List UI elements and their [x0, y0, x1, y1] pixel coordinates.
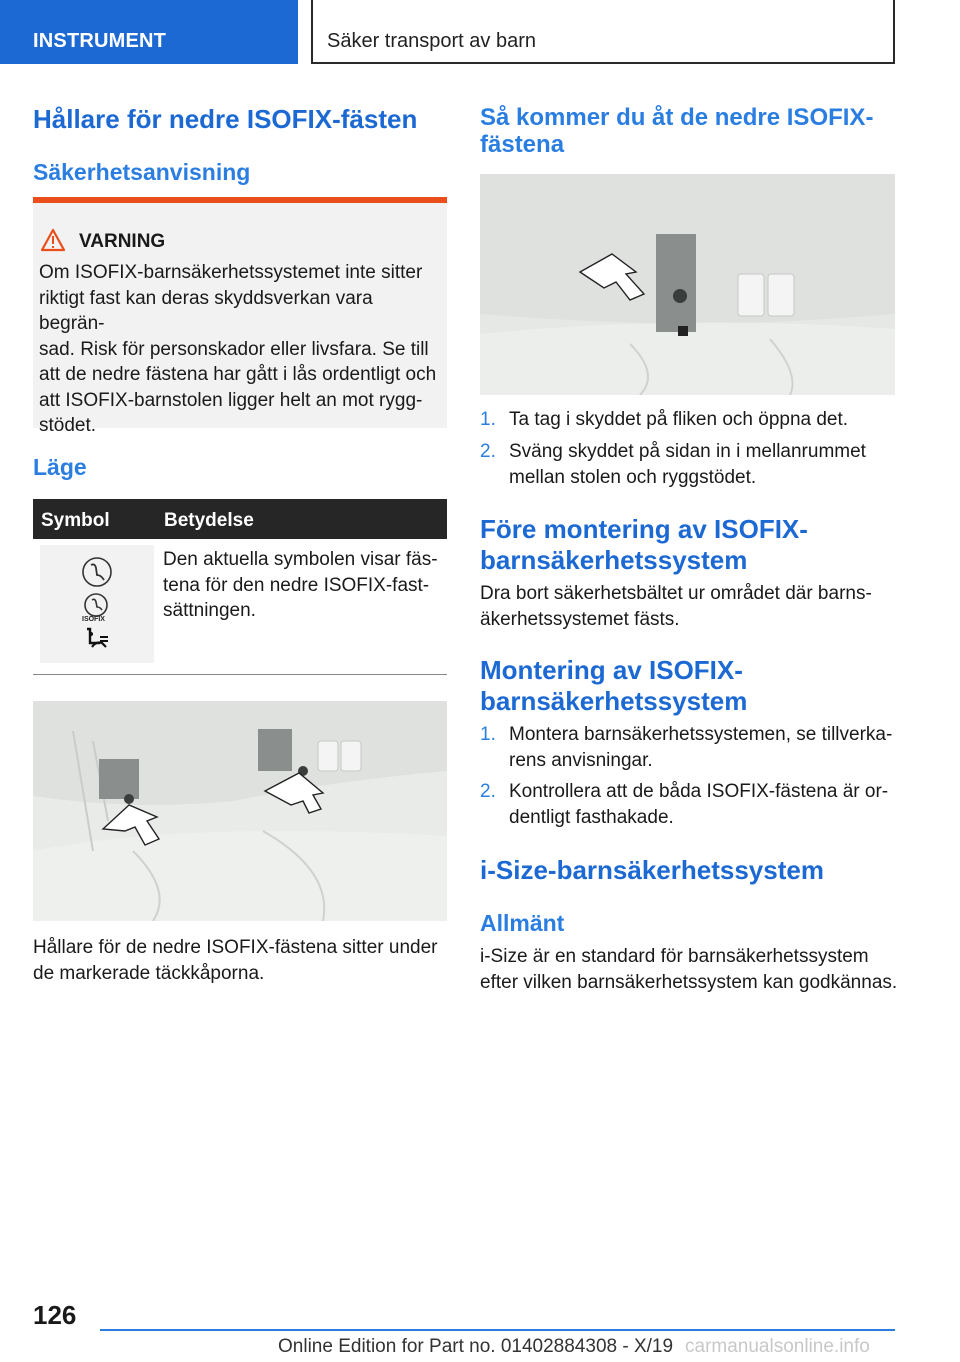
- chapter-tab[interactable]: [311, 0, 895, 64]
- caption-line: Hållare för de nedre ISOFIX-fästena sitter under: [33, 937, 438, 958]
- warning-label: VARNING: [79, 231, 166, 252]
- symbol-meaning: [163, 547, 447, 624]
- step-text: [509, 722, 895, 774]
- step-line: dentligt fasthakade.: [509, 807, 674, 828]
- before-mount-title: [480, 514, 808, 576]
- warning-line: riktigt fast kan deras skyddsverkan vara begrän-: [39, 287, 373, 334]
- step-text: [509, 779, 895, 831]
- warning-line: att de nedre fästena har gått i lås ordentligt och: [39, 364, 437, 385]
- meaning-line: tena för den nedre ISOFIX-fast-: [163, 574, 430, 596]
- step-line: Sväng skyddet på sidan in i mellanrummet: [509, 441, 866, 462]
- edition-text: Online Edition for Part no. 01402884308 - X/19: [278, 1336, 674, 1357]
- chapter-label: Säker transport av barn: [327, 30, 536, 52]
- title-line: Före montering av ISOFIX-: [480, 514, 808, 544]
- warning-box: [33, 197, 447, 436]
- text-line: Dra bort säkerhetsbältet ur området där barns-: [480, 583, 872, 604]
- warning-line: sad. Risk för personskador eller livsfara. Se till: [39, 338, 429, 360]
- general-text: [480, 944, 900, 996]
- general-title: Allmänt: [480, 910, 565, 936]
- col-meaning-header: Betydelse: [164, 510, 254, 531]
- text-line: i-Size är en standard för barnsäkerhetssystem: [480, 946, 869, 967]
- step-line: mellan stolen och ryggstödet.: [509, 467, 757, 488]
- isofix-badge: ISOFIX: [82, 616, 105, 623]
- text-line: äkerhetssystemet fästs.: [480, 609, 680, 630]
- section-label: INSTRUMENT: [33, 30, 167, 52]
- step-number: 1.: [480, 724, 496, 745]
- position-heading: Läge: [33, 454, 87, 480]
- warning-text: [39, 260, 443, 439]
- step-line: Ta tag i skyddet på fliken och öppna det.: [509, 409, 849, 430]
- image-caption: [33, 935, 447, 987]
- isofix-symbols-icon: [40, 545, 154, 663]
- access-title: [480, 104, 873, 158]
- step-text: [509, 407, 895, 433]
- isize-title: i-Size-barnsäkerhetssystem: [480, 855, 824, 885]
- symbol-cell: [40, 545, 154, 663]
- open-cover-image: [480, 174, 895, 395]
- step-line: Montera barnsäkerhetssystemen, se tillverka-: [509, 724, 893, 745]
- title-line: barnsäkerhetssystem: [480, 686, 748, 716]
- table-header: [33, 499, 447, 539]
- text-line: efter vilken barnsäkerhetssystem kan godkännas.: [480, 972, 898, 993]
- title-line: Så kommer du åt de nedre ISOFIX-: [480, 104, 874, 131]
- warning-triangle-icon: [40, 228, 66, 252]
- title-line: Montering av ISOFIX-: [480, 655, 743, 685]
- table-divider: [33, 674, 447, 675]
- section-title: Hållare för nedre ISOFIX-fästen: [33, 104, 418, 134]
- title-line: fästena: [480, 131, 565, 158]
- step-line: rens anvisningar.: [509, 750, 653, 771]
- warning-line: stödet.: [39, 415, 97, 436]
- warning-line: att ISOFIX-barnstolen ligger helt an mot rygg-: [39, 389, 423, 411]
- watermark: carmanualsonline.info: [685, 1336, 870, 1357]
- step-number: 2.: [480, 441, 496, 462]
- col-symbol-header: Symbol: [41, 510, 110, 531]
- caption-line: de markerade täckkåporna.: [33, 963, 265, 984]
- step-line: Kontrollera att de båda ISOFIX-fästena är or-: [509, 781, 889, 802]
- meaning-line: Den aktuella symbolen visar fäs-: [163, 549, 438, 570]
- footer-rule: [100, 1329, 895, 1331]
- page-number: 126: [33, 1300, 77, 1330]
- safety-subtitle: Säkerhetsanvisning: [33, 159, 251, 185]
- meaning-line: sättningen.: [163, 600, 256, 621]
- before-mount-text: [480, 581, 895, 633]
- mounting-title: [480, 655, 747, 717]
- step-number: 1.: [480, 409, 496, 430]
- step-text: [509, 439, 895, 491]
- warning-line: Om ISOFIX-barnsäkerhetssystemet inte sitter: [39, 262, 423, 283]
- title-line: barnsäkerhetssystem: [480, 545, 748, 575]
- step-number: 2.: [480, 781, 496, 802]
- section-tab[interactable]: [0, 0, 298, 64]
- seat-covers-image: [33, 701, 447, 921]
